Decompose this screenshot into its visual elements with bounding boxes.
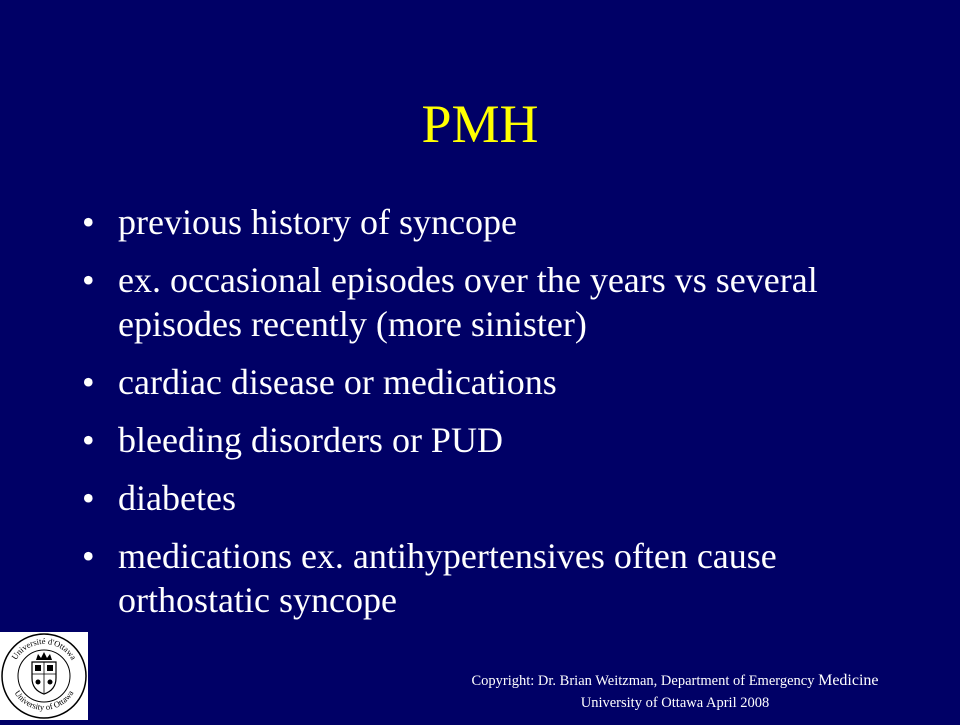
bullet-item xyxy=(82,476,922,520)
bullet-icon: • xyxy=(82,478,95,518)
bullet-item xyxy=(82,258,922,346)
bullet-text: cardiac disease or medications xyxy=(118,362,557,402)
university-seal-icon xyxy=(0,632,88,720)
bullet-icon: • xyxy=(82,536,95,576)
copyright-footer xyxy=(380,670,960,714)
logo-text-top: Université d'Ottawa xyxy=(9,635,79,662)
bullet-list xyxy=(82,200,922,636)
bullet-text: medications ex. antihypertensives often cause orthostatic syncope xyxy=(118,536,777,620)
bullet-icon: • xyxy=(82,260,95,300)
bullet-text: diabetes xyxy=(118,478,236,518)
bullet-item xyxy=(82,418,922,462)
bullet-text: bleeding disorders or PUD xyxy=(118,420,503,460)
footer-copyright-text-end: Medicine xyxy=(818,672,879,689)
slide-title: PMH xyxy=(421,94,539,154)
bullet-item xyxy=(82,360,922,404)
bullet-text: previous history of syncope xyxy=(118,202,517,242)
bullet-text: ex. occasional episodes over the years vs several episodes recently (more sinister) xyxy=(118,260,818,344)
footer-line-1 xyxy=(380,670,960,692)
logo-text-bottom: University of Ottawa xyxy=(12,688,76,713)
bullet-item xyxy=(82,534,922,622)
bullet-icon: • xyxy=(82,202,95,242)
bullet-icon: • xyxy=(82,362,95,402)
footer-line-2: University of Ottawa April 2008 xyxy=(580,695,770,711)
footer-copyright-text: Copyright: Dr. Brian Weitzman, Department of Emergency xyxy=(471,673,815,689)
university-logo xyxy=(0,632,88,720)
bullet-icon: • xyxy=(82,420,95,460)
bullet-item xyxy=(82,200,922,244)
